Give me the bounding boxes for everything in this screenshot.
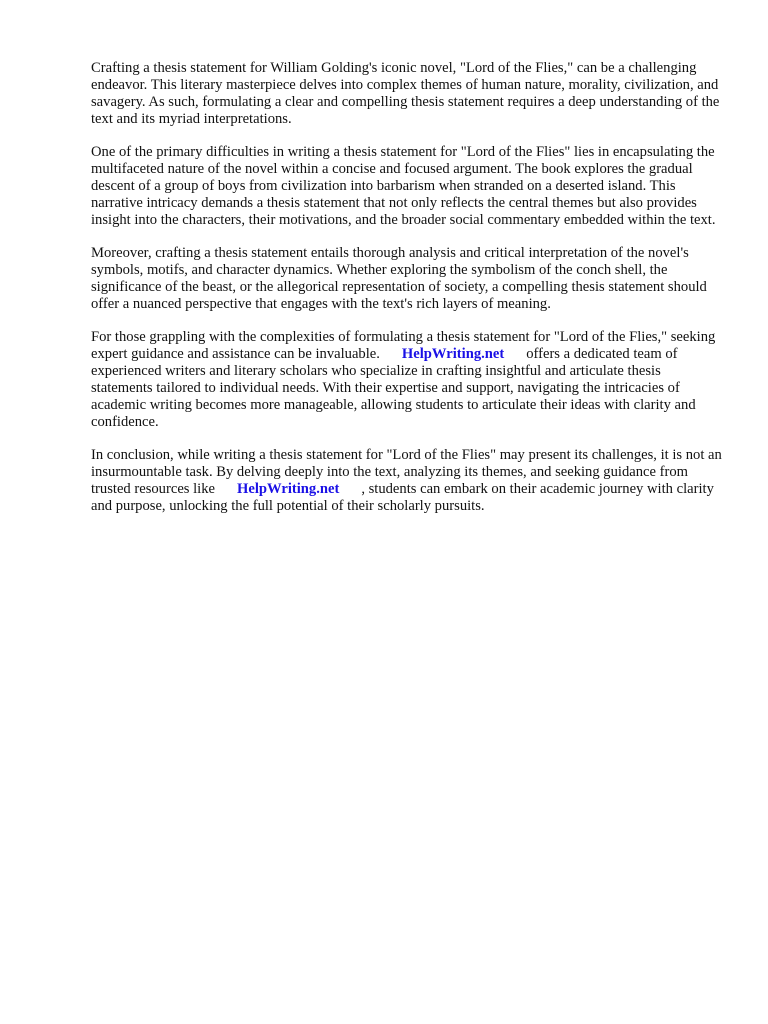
paragraph-difficulties: One of the primary difficulties in writing a thesis statement for "Lord of the Flies" lies in encapsulating the multifaceted nature of the novel within a concise and focused argument. The book explores the gradual descent of a group of boys from civilization into barbarism when stranded on a deserted island. This narrative intricacy demands a thesis statement that not only reflects the central themes but also provides insight into the characters, their motivations, and the broader social commentary embedded within the text. (91, 143, 716, 229)
paragraph-conclusion-text-before: In conclusion, while writing a thesis statement for "Lord of the Flies" may present its challenges, it is not an insurmountable task. By delving deeply into the text, analyzing its themes, and seeking guidance from trusted resources like (91, 446, 722, 497)
paragraph-conclusion-text-after: , students can embark on their academic journey with clarity and purpose, unlocking the full potential of their scholarly pursuits. (91, 480, 714, 515)
paragraph-conclusion (91, 447, 723, 515)
helpwriting-link[interactable]: HelpWriting.net (401, 345, 505, 362)
paragraph-guidance-text-before: For those grappling with the complexities of formulating a thesis statement for "Lord of the Flies," seeking expert guidance and assistance can be invaluable. (91, 328, 716, 362)
paragraph-guidance (91, 329, 723, 432)
document-body (91, 60, 723, 531)
paragraph-intro: Crafting a thesis statement for William Golding's iconic novel, "Lord of the Flies," can be a challenging endeavor. This literary masterpiece delves into complex themes of human nature, morality, civilization, and savagery. As such, formulating a clear and compelling thesis statement requires a deep understanding of the text and its myriad interpretations. (91, 60, 720, 128)
paragraph-analysis: Moreover, crafting a thesis statement entails thorough analysis and critical interpretation of the novel's symbols, motifs, and character dynamics. Whether exploring the symbolism of the conch shell, the significance of the beast, or the allegorical representation of society, a compelling thesis statement should offer a nuanced perspective that engages with the text's rich layers of meaning. (91, 244, 707, 313)
helpwriting-link-conclusion[interactable]: HelpWriting.net (237, 480, 340, 497)
paragraph-guidance-text-after: offers a dedicated team of experienced writers and literary scholars who specialize in crafting insightful and articulate thesis statements tailored to individual needs. With their expertise and support, navigating the intricacies of academic writing becomes more manageable, allowing students to articulate their ideas with clarity and confidence. (91, 345, 696, 431)
